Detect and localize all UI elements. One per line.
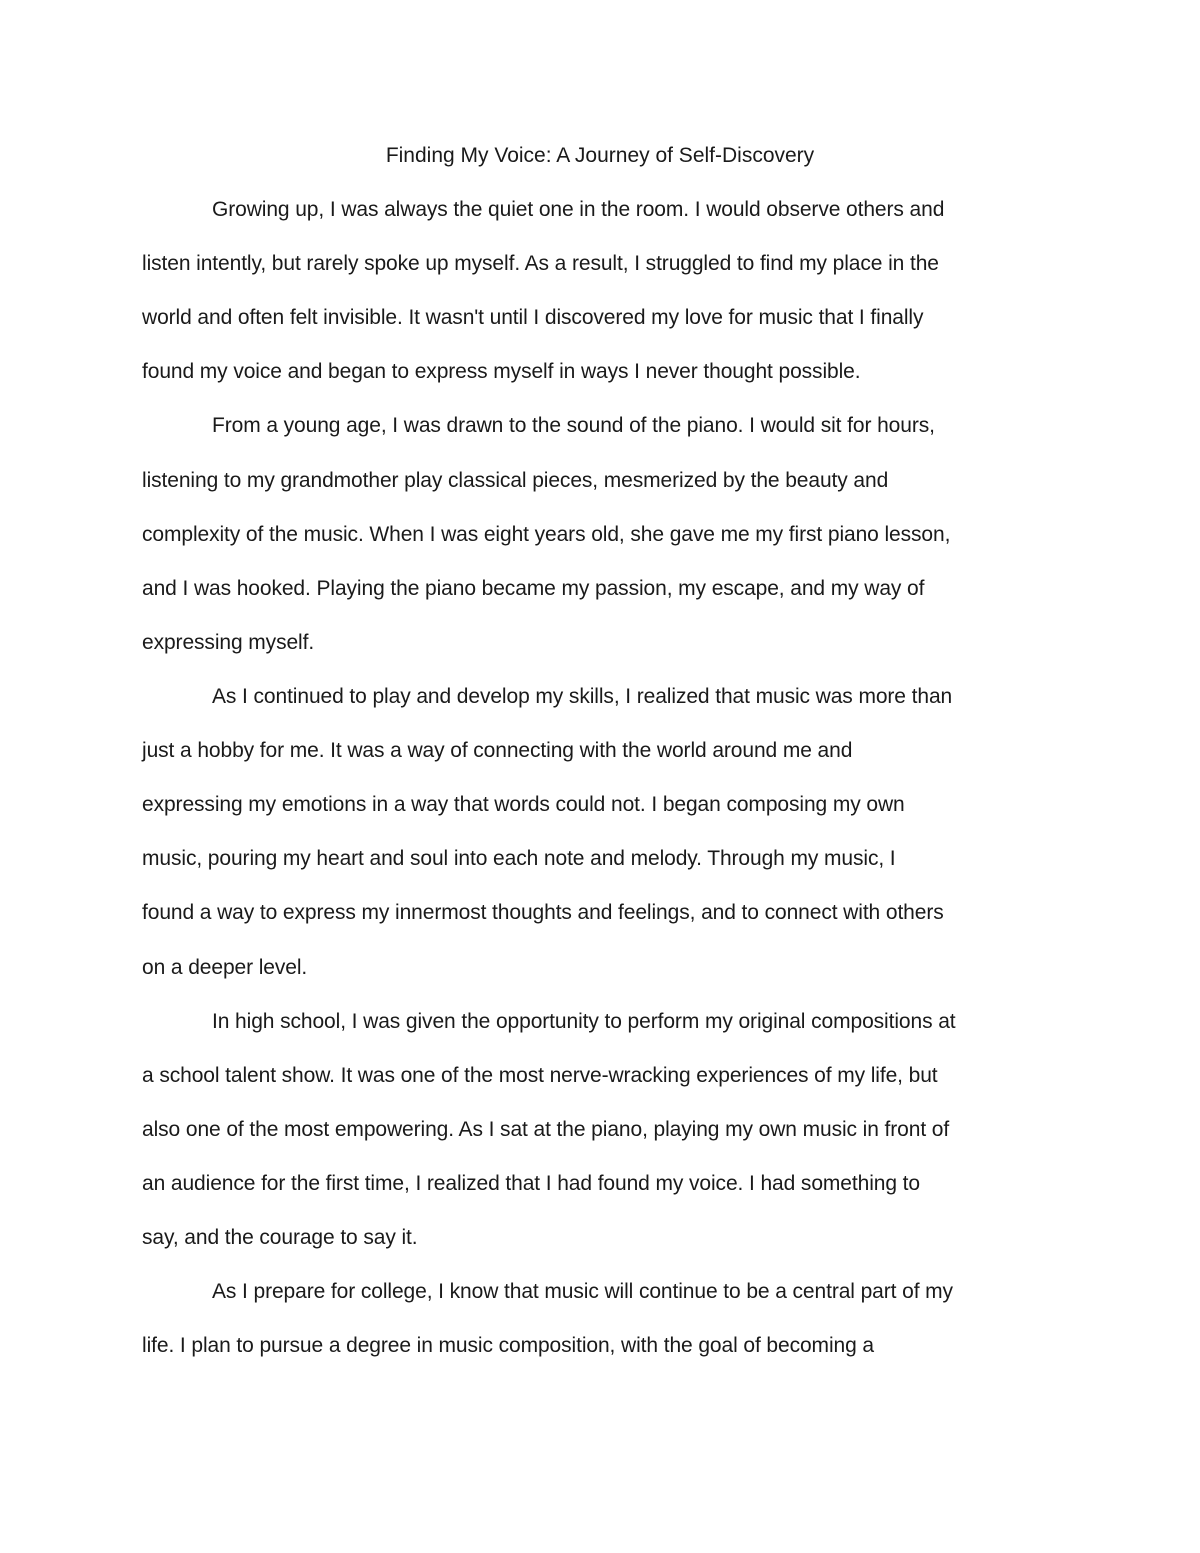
paragraph-1-line-2: listen intently, but rarely spoke up myself. As a result, I struggled to find my place in the (142, 252, 939, 275)
paragraph-3-line-4: music, pouring my heart and soul into each note and melody. Through my music, I (142, 847, 896, 870)
paragraph-2-line-3: complexity of the music. When I was eight years old, she gave me my first piano lesson, (142, 523, 951, 546)
paragraph-1-line-3: world and often felt invisible. It wasn't until I discovered my love for music that I finally (142, 306, 924, 329)
document-title: Finding My Voice: A Journey of Self-Discovery (385, 144, 815, 167)
paragraph-4-line-3: also one of the most empowering. As I sat at the piano, playing my own music in front of (142, 1118, 950, 1141)
paragraph-4-line-5: say, and the courage to say it. (142, 1226, 418, 1249)
paragraph-4-line-4: an audience for the first time, I realized that I had found my voice. I had something to (142, 1172, 920, 1195)
paragraph-5-line-2: life. I plan to pursue a degree in music composition, with the goal of becoming a (142, 1334, 874, 1357)
paragraph-2-line-5: expressing myself. (142, 631, 315, 654)
paragraph-4-line-2: a school talent show. It was one of the most nerve-wracking experiences of my life, but (142, 1064, 938, 1087)
paragraph-1-line-4: found my voice and began to express myself in ways I never thought possible. (142, 360, 861, 383)
paragraph-4-line-1: In high school, I was given the opportunity to perform my original compositions at (212, 1010, 956, 1033)
paragraph-3-line-5: found a way to express my innermost thoughts and feelings, and to connect with others (142, 901, 944, 924)
paragraph-2-line-1: From a young age, I was drawn to the sound of the piano. I would sit for hours, (212, 414, 935, 437)
paragraph-2-line-4: and I was hooked. Playing the piano became my passion, my escape, and my way of (142, 577, 925, 600)
paragraph-2-line-2: listening to my grandmother play classical pieces, mesmerized by the beauty and (142, 469, 889, 492)
paragraph-3-line-6: on a deeper level. (142, 956, 308, 979)
paragraph-3-line-3: expressing my emotions in a way that words could not. I began composing my own (142, 793, 905, 816)
paragraph-3-line-1: As I continued to play and develop my skills, I realized that music was more than (212, 685, 953, 708)
paragraph-5-line-1: As I prepare for college, I know that music will continue to be a central part of my (212, 1280, 953, 1303)
paragraph-1-line-1: Growing up, I was always the quiet one in the room. I would observe others and (212, 198, 945, 221)
paragraph-3-line-2: just a hobby for me. It was a way of connecting with the world around me and (142, 739, 853, 762)
